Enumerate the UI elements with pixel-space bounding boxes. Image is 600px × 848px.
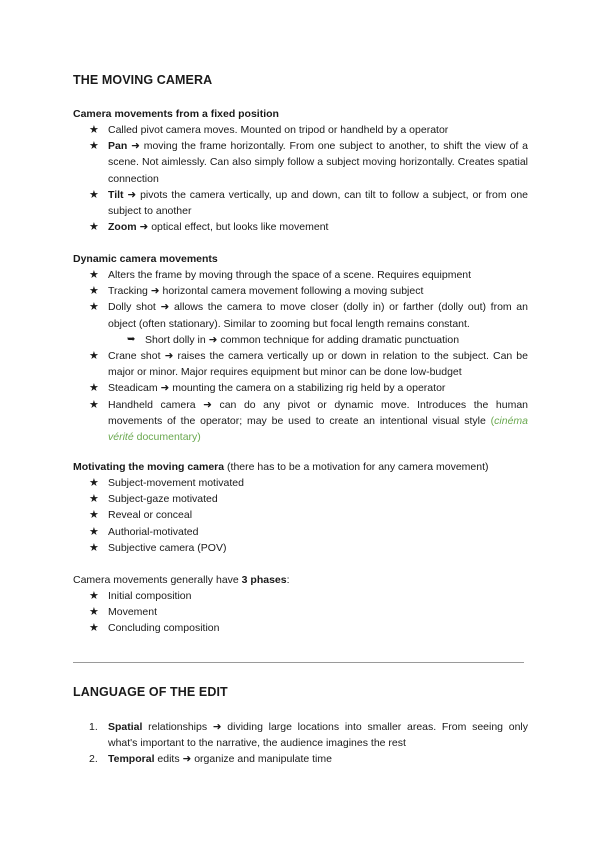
term-pan: Pan <box>108 140 128 153</box>
list-item: ★ Dolly shot ➜ allows the camera to move closer (dolly in) or farther (dolly out) from an object (often stationary). Similar to zooming but focal length remains constant. <box>89 301 528 330</box>
list-item: ★ Movement <box>73 604 528 620</box>
star-bullet-icon: ★ <box>89 606 99 619</box>
list-number: 1. <box>89 721 98 733</box>
star-bullet-icon: ★ <box>89 269 99 281</box>
phases-list <box>73 588 528 637</box>
list-item: ★ Tracking ➜ horizontal camera movement following a moving subject <box>73 283 528 299</box>
list-item: ★ Subject-gaze motivated <box>73 491 528 507</box>
list-item: ★ Subject-movement motivated <box>73 475 528 491</box>
star-bullet-icon: ★ <box>89 301 99 314</box>
list-item: ★ Tilt ➜ pivots the camera vertically, up and down, can tilt to follow a subject, or from one subject to another <box>89 188 529 218</box>
star-bullet-icon: ★ <box>89 124 99 136</box>
list-item: ★ Called pivot camera moves. Mounted on tripod or handheld by a operator <box>73 122 528 138</box>
sub-list-item: ➥ Short dolly in ➜ common technique for adding dramatic punctuation <box>73 332 528 348</box>
section-title-moving-camera: THE MOVING CAMERA <box>73 73 213 87</box>
star-bullet-icon: ★ <box>89 525 99 538</box>
motivating-list <box>73 475 528 556</box>
star-bullet-icon: ★ <box>89 285 99 298</box>
fixed-position-heading: Camera movements from a fixed position <box>73 108 279 120</box>
star-bullet-icon: ★ <box>89 541 99 554</box>
arrow-bullet-icon: ➥ <box>127 333 136 345</box>
list-item: 2. Temporal edits ➜ organize and manipulate time <box>73 751 528 767</box>
star-bullet-icon: ★ <box>89 509 99 522</box>
list-item: ★ Handheld camera ➜ can do any pivot or dynamic move. Introduces the human movements of the operator; may be used to create an intentional visual style (cinéma vérité documentary) <box>89 398 528 444</box>
list-item: ★ Authorial-motivated <box>73 524 528 540</box>
list-item: ★ Zoom ➜ optical effect, but looks like movement <box>73 219 528 235</box>
motivating-note: (there has to be a motivation for any camera movement) <box>224 461 489 473</box>
term-temporal: Temporal <box>108 753 155 766</box>
list-item: ★ Pan ➜ moving the frame horizontally. From one subject to another, to shift the view of a scene. Not aimlessly. Can also simply follow a subject moving horizontally. Creates spatial connection <box>89 140 528 185</box>
term-spatial: Spatial <box>108 721 143 733</box>
dynamic-movements-heading: Dynamic camera movements <box>73 253 218 265</box>
star-bullet-icon: ★ <box>89 382 99 395</box>
star-bullet-icon: ★ <box>89 477 99 489</box>
horizontal-divider <box>73 662 524 663</box>
star-bullet-icon: ★ <box>89 590 99 602</box>
term-tilt: Tilt <box>108 188 124 201</box>
list-item: ★ Crane shot ➜ raises the camera vertically up or down in relation to the subject. Can be major or minor. Major requires equipment but minor can be done low-budget <box>89 350 528 379</box>
star-bullet-icon: ★ <box>89 188 99 201</box>
motivating-heading: Motivating the moving camera (there has to be a motivation for any camera movement) <box>73 461 489 473</box>
star-bullet-icon: ★ <box>89 622 99 635</box>
dynamic-movements-list <box>73 267 528 445</box>
term-zoom: Zoom <box>108 221 137 234</box>
star-bullet-icon: ★ <box>89 493 99 506</box>
list-item: ★ Alters the frame by moving through the space of a scene. Requires equipment <box>73 267 528 283</box>
star-bullet-icon: ★ <box>89 221 99 234</box>
star-bullet-icon: ★ <box>89 350 99 363</box>
list-item: ★ Concluding composition <box>73 620 528 636</box>
edit-language-list <box>73 719 528 768</box>
star-bullet-icon: ★ <box>89 398 99 411</box>
list-item: ★ Subjective camera (POV) <box>73 540 528 556</box>
list-item: 1. Spatial relationships ➜ dividing large locations into smaller areas. From seeing only what's important to the narrative, the audience imagines the rest <box>89 721 528 750</box>
fixed-position-list <box>73 122 528 235</box>
cinema-verite-example: (cinéma vérité documentary) <box>108 414 528 444</box>
list-item: ★ Initial composition <box>73 588 528 604</box>
star-bullet-icon: ★ <box>89 140 99 153</box>
list-item: ★ Reveal or conceal <box>73 507 528 523</box>
list-number: 2. <box>89 753 98 766</box>
section-title-language-of-edit: LANGUAGE OF THE EDIT <box>73 685 228 699</box>
phases-lead: Camera movements generally have 3 phases: <box>73 574 290 586</box>
list-item: ★ Steadicam ➜ mounting the camera on a stabilizing rig held by a operator <box>73 380 528 396</box>
